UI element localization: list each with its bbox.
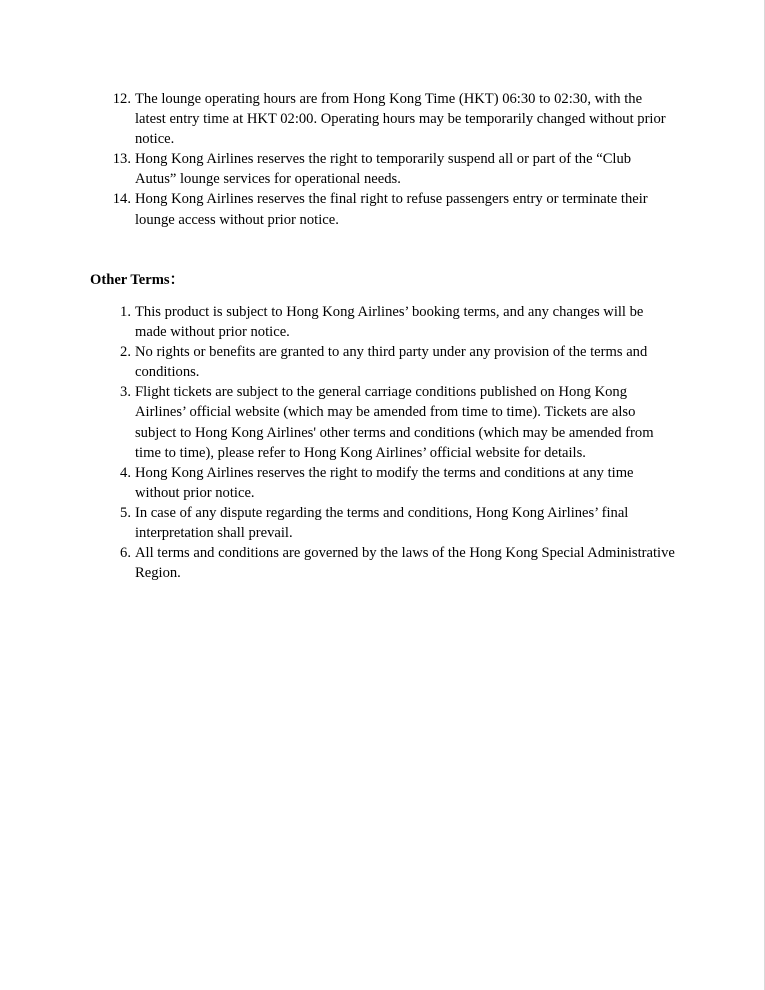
other-terms-heading: Other Terms： — [90, 272, 185, 288]
list-item-text: In case of any dispute regarding the terms and conditions, Hong Kong Airlines’ final interpretation shall prevail. — [135, 504, 629, 542]
list-item-text: This product is subject to Hong Kong Airlines’ booking terms, and any changes will be made without prior notice. — [135, 304, 644, 341]
list-item-number: 2. — [120, 344, 131, 361]
other-terms-list — [0, 302, 675, 583]
list-item-text: Hong Kong Airlines reserves the final right to refuse passengers entry or terminate their lounge access without prior notice. — [135, 191, 648, 228]
list-item — [0, 382, 675, 462]
list-item-number: 6. — [120, 545, 131, 562]
list-item — [0, 189, 675, 229]
list-item — [0, 149, 675, 189]
list-item-number: 12. — [112, 91, 131, 107]
list-item-text: Flight tickets are subject to the general carriage conditions published on Hong Kong Airlines’ official website (which may be amended from time to time). Tickets are also subject to Hong Kong Airlines' other terms and conditions (which may be amended from time to time), please refer to Hong Kong Airlines’ official website for details. — [135, 384, 654, 461]
list-item-number: 4. — [120, 464, 131, 481]
list-item-text: All terms and conditions are governed by the laws of the Hong Kong Special Administrative Region. — [135, 545, 675, 582]
lounge-terms-list-continued — [0, 89, 675, 230]
list-item-number: 3. — [120, 384, 131, 401]
list-item — [0, 543, 675, 583]
list-item-number: 1. — [120, 304, 131, 320]
list-item — [0, 503, 675, 543]
list-item — [0, 342, 675, 382]
list-item-text: The lounge operating hours are from Hong Kong Time (HKT) 06:30 to 02:30, with the latest entry time at HKT 02:00. Operating hours may be temporarily changed without prior notice. — [135, 91, 666, 148]
list-item-number: 5. — [120, 504, 131, 521]
list-item-text: No rights or benefits are granted to any third party under any provision of the terms and conditions. — [135, 344, 648, 381]
list-item-number: 13. — [112, 151, 131, 168]
list-item-number: 14. — [112, 191, 131, 208]
list-item — [0, 89, 675, 149]
list-item-text: Hong Kong Airlines reserves the right to temporarily suspend all or part of the “Club Autus” lounge services for operational needs. — [135, 151, 632, 188]
list-item-text: Hong Kong Airlines reserves the right to modify the terms and conditions at any time without prior notice. — [135, 464, 634, 501]
list-item — [0, 463, 675, 503]
list-item — [0, 302, 675, 342]
